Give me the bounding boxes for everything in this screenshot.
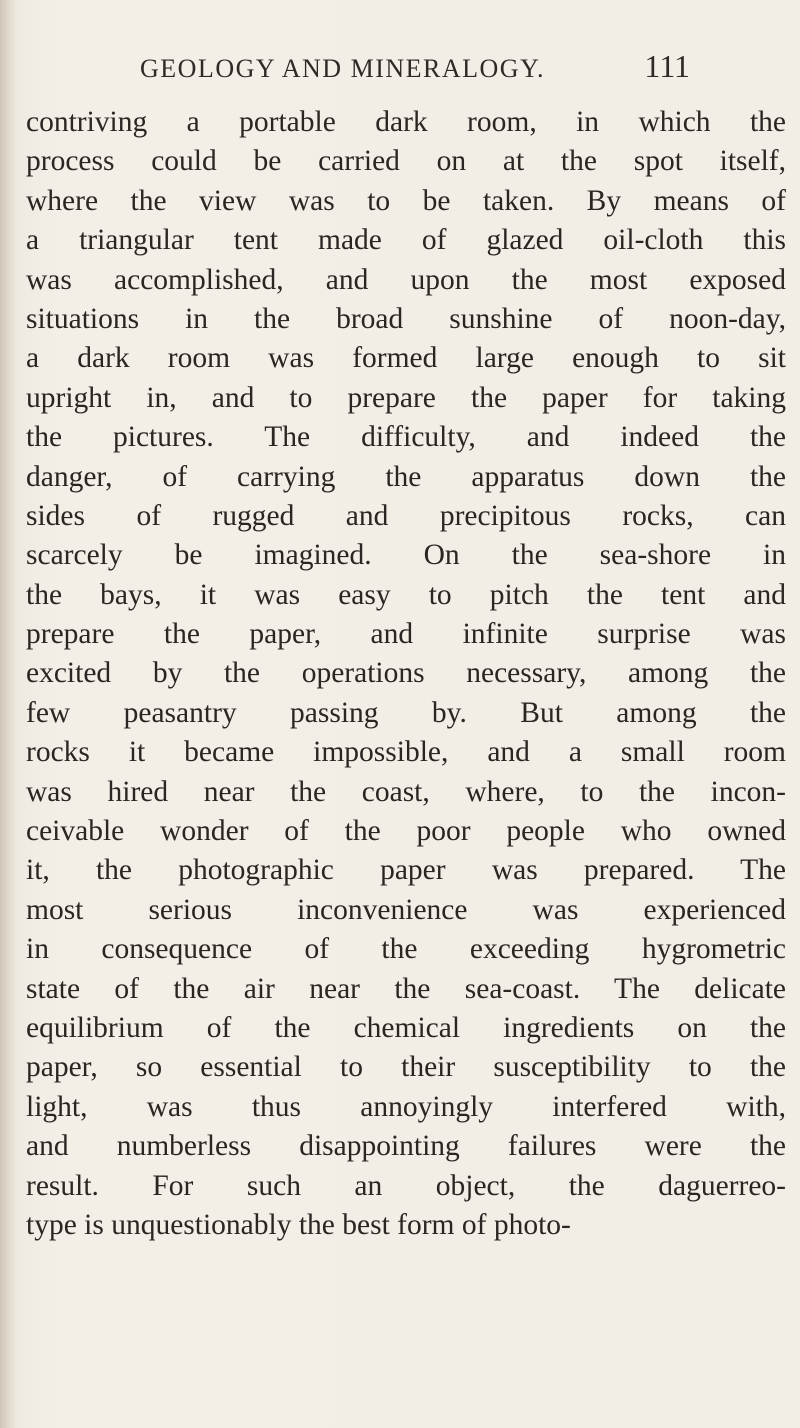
text-line: sides of rugged and precipitous rocks, can (26, 499, 786, 532)
text-line: was hired near the coast, where, to the incon- (26, 775, 786, 808)
page-gutter (0, 0, 16, 1428)
running-head: GEOLOGY AND MINERALOGY. (140, 54, 545, 83)
text-line: result. For such an object, the daguerreo- (26, 1169, 786, 1202)
text-line: few peasantry passing by. But among the (26, 696, 786, 729)
text-line: type is unquestionably the best form of photo- (26, 1208, 571, 1241)
page-header (140, 48, 690, 90)
text-line: situations in the broad sunshine of noon-day, (26, 302, 786, 335)
text-line: danger, of carrying the apparatus down the (26, 460, 786, 493)
text-line: it, the photographic paper was prepared. The (26, 854, 786, 887)
text-line: scarcely be imagined. On the sea-shore in (26, 539, 786, 572)
text-line: state of the air near the sea-coast. The delicate (26, 972, 786, 1005)
text-line: equilibrium of the chemical ingredients on the (26, 1011, 786, 1044)
text-line: upright in, and to prepare the paper for taking (26, 381, 786, 414)
text-line: excited by the operations necessary, among the (26, 657, 786, 690)
text-line: light, was thus annoyingly interfered with, (26, 1090, 786, 1123)
text-line: and numberless disappointing failures were the (26, 1130, 786, 1163)
text-line: a dark room was formed large enough to sit (26, 342, 786, 375)
text-line: the pictures. The difficulty, and indeed the (26, 421, 786, 454)
text-line: a triangular tent made of glazed oil-cloth this (26, 224, 786, 257)
text-line: contriving a portable dark room, in which the (26, 106, 786, 138)
text-line: paper, so essential to their susceptibility to the (26, 1051, 786, 1084)
page-number: 111 (644, 48, 690, 84)
text-line: prepare the paper, and infinite surprise was (26, 618, 786, 651)
text-line: process could be carried on at the spot itself, (26, 145, 786, 178)
text-line: most serious inconvenience was experienced (26, 893, 786, 926)
text-line: ceivable wonder of the poor people who owned (26, 815, 786, 848)
body-paragraph (26, 103, 786, 1245)
text-line: in consequence of the exceeding hygrometric (26, 933, 786, 966)
text-line: rocks it became impossible, and a small room (26, 736, 786, 769)
text-line: the bays, it was easy to pitch the tent and (26, 578, 786, 611)
text-line: was accomplished, and upon the most exposed (26, 263, 786, 296)
text-line: where the view was to be taken. By means of (26, 184, 786, 217)
